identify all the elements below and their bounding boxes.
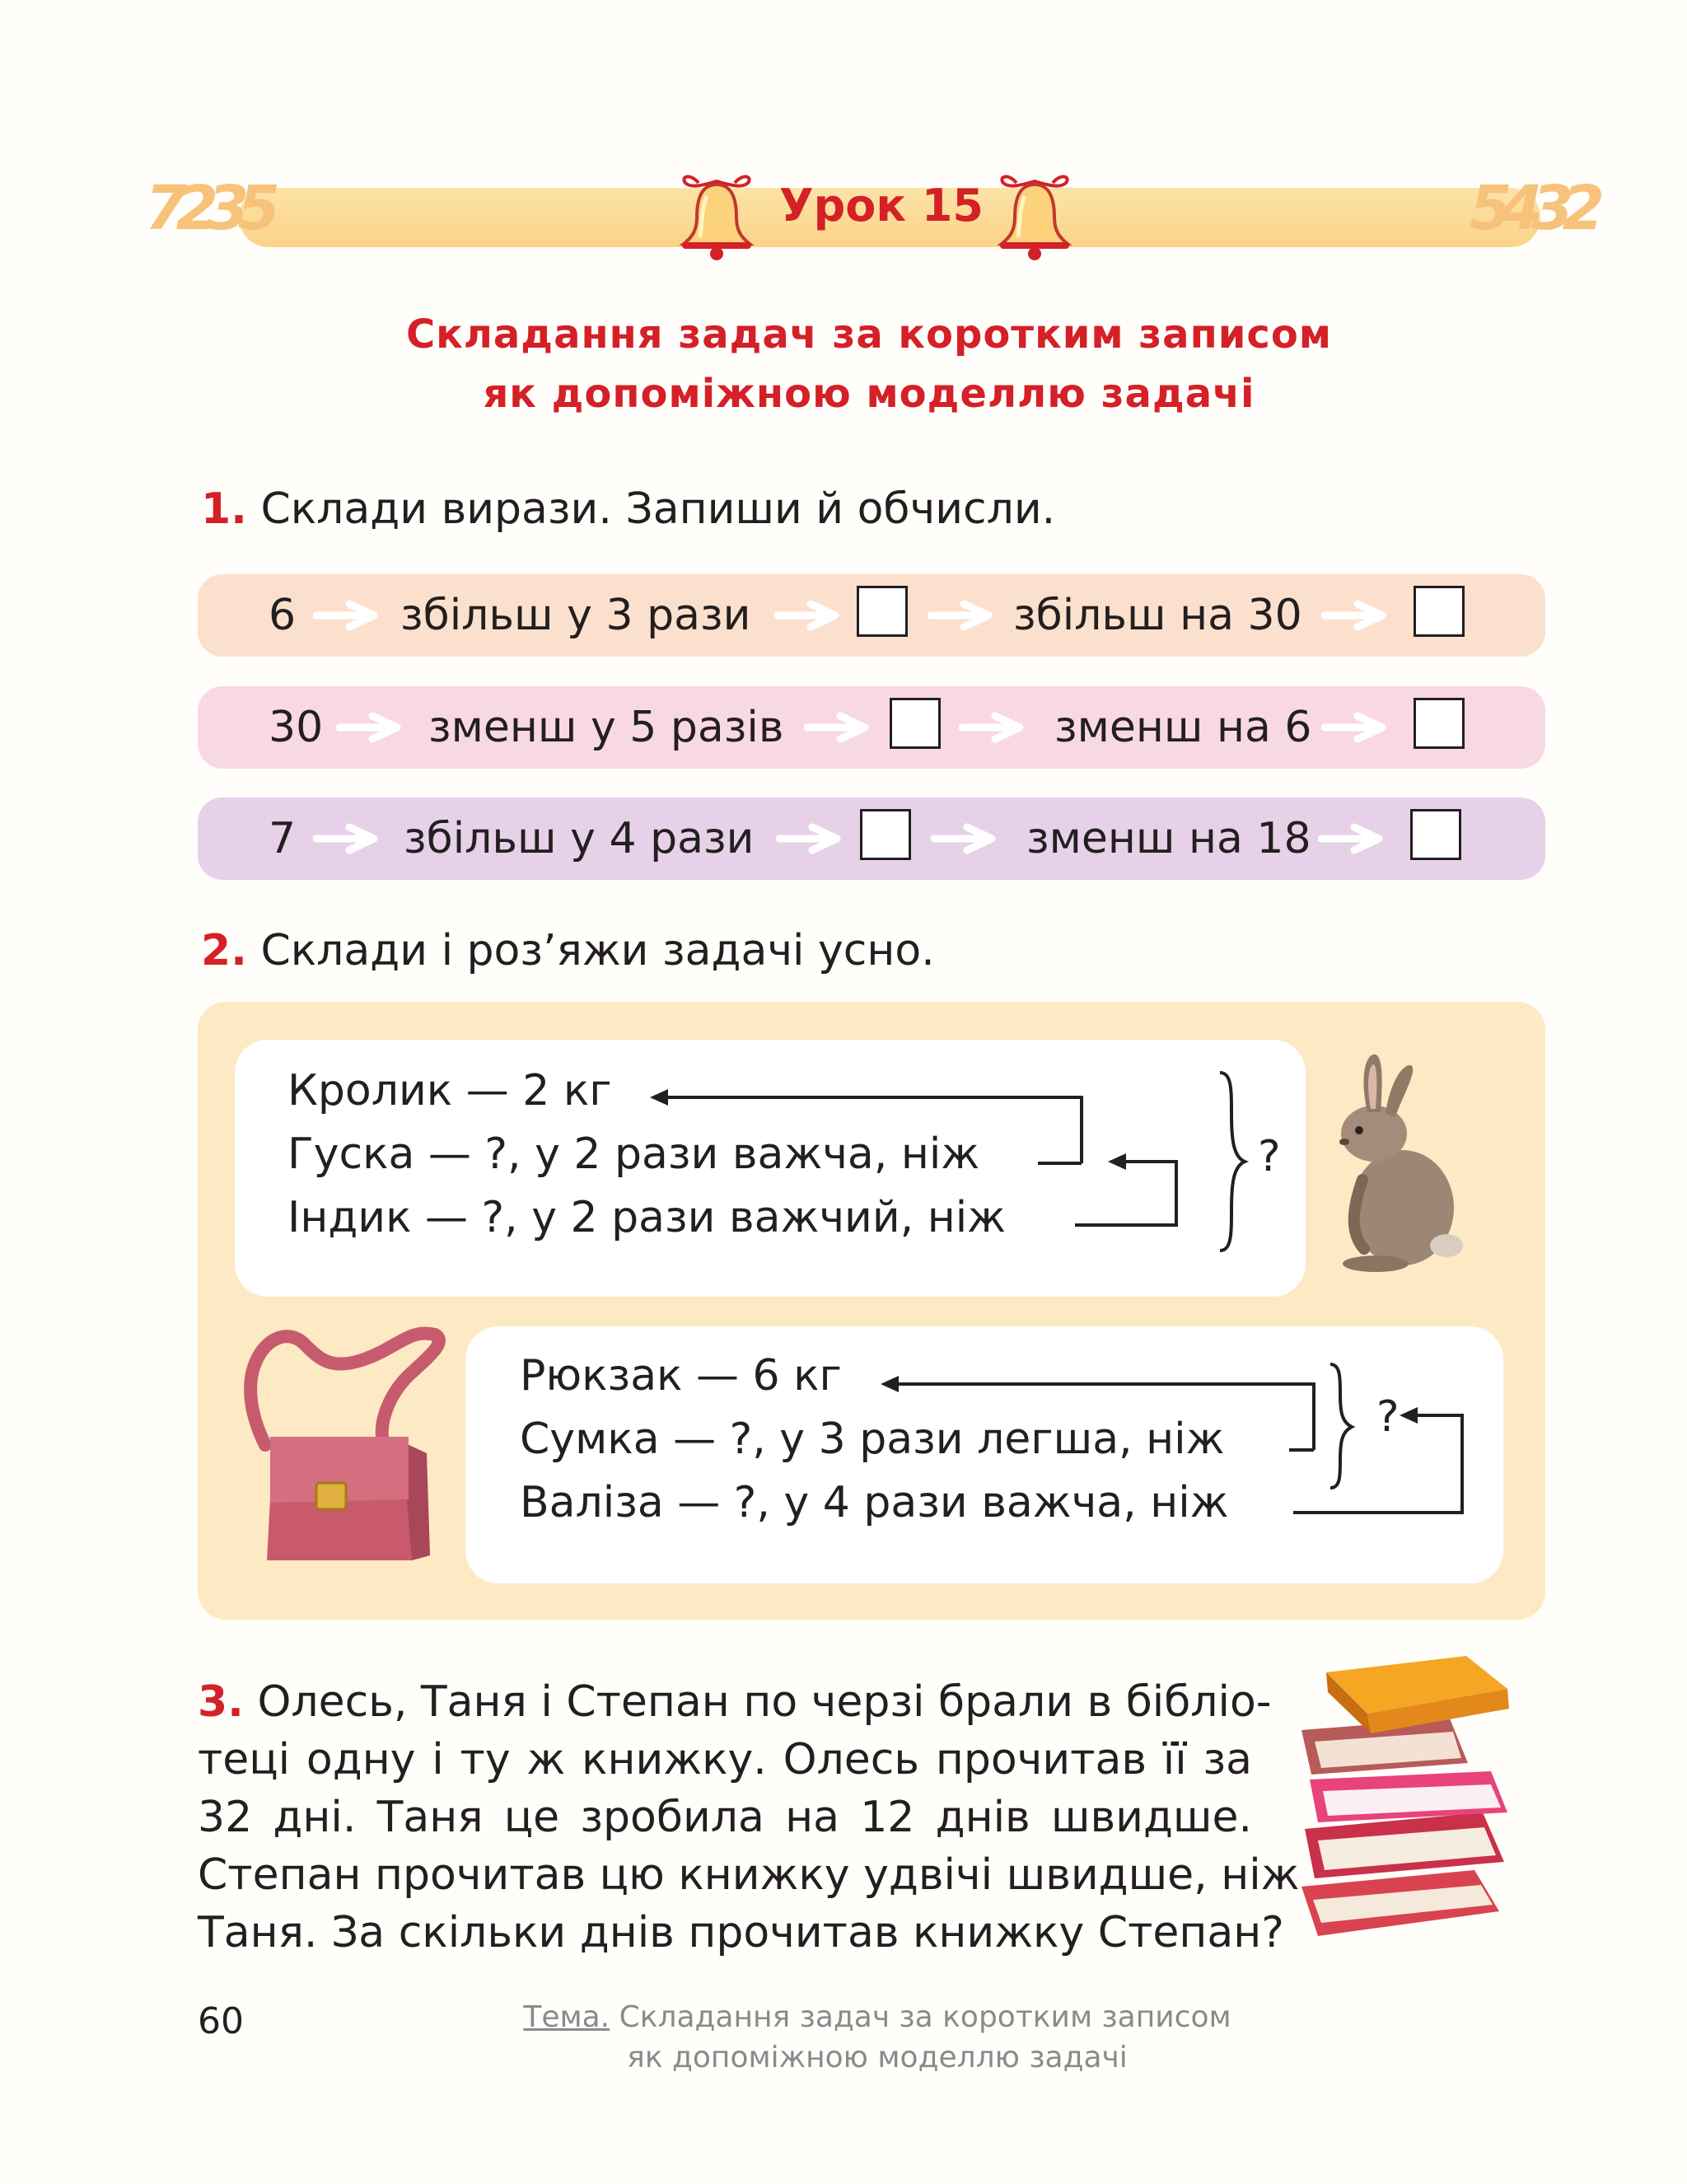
relation-arrows	[465, 1326, 1503, 1583]
task1-heading	[201, 484, 1055, 534]
decorative-digits-left: 7235	[145, 173, 269, 244]
chain-start-number: 6	[269, 591, 297, 640]
topic-title-line1: Складання задач за коротким записом	[405, 311, 1333, 358]
arrow-right-icon	[1321, 599, 1387, 632]
arrow-right-icon	[928, 599, 993, 632]
footer-topic-text: Складання задач за коротким записом	[619, 2000, 1231, 2034]
footer-topic-line1	[519, 2000, 1236, 2034]
relation-arrows	[235, 1040, 1306, 1297]
page-number: 60	[198, 2000, 244, 2042]
chain-start-number: 30	[269, 703, 324, 752]
arrow-right-icon	[1321, 711, 1387, 744]
task-number: 3.	[198, 1677, 244, 1727]
answer-box[interactable]	[1414, 586, 1465, 637]
task3-text-line: Степан прочитав цю книжку удвічі швидше, ніж	[198, 1850, 1300, 1900]
lesson-title: Урок 15	[779, 180, 984, 231]
problem-line: Гуска — ?, у 2 рази важча, ніж	[287, 1129, 980, 1179]
problem-line: Сумка — ?, у 3 рази легша, ніж	[520, 1415, 1225, 1464]
arrow-right-icon	[804, 711, 870, 744]
books-illustration	[1285, 1639, 1532, 1944]
task-instruction: Склади і розʼяжи задачі усно.	[260, 926, 935, 975]
arrow-right-icon	[776, 822, 842, 855]
problem-line: Кролик — 2 кг	[287, 1066, 612, 1115]
task3-text-line: Таня. За скільки днів прочитав книжку Степан?	[198, 1908, 1284, 1957]
answer-box[interactable]	[857, 586, 908, 637]
chain-operation-2: збільш на 30	[1013, 591, 1302, 640]
answer-box[interactable]	[1414, 698, 1465, 749]
chain-operation-2: зменш на 18	[1026, 814, 1311, 863]
answer-box[interactable]	[1410, 809, 1461, 860]
arrow-right-icon	[959, 711, 1025, 744]
answer-box[interactable]	[890, 698, 941, 749]
question-mark: ?	[1376, 1392, 1400, 1442]
task3-text-line: теці одну і ту ж книжку. Олесь прочитав її за	[198, 1735, 1252, 1784]
footer-topic-label: Тема.	[523, 2000, 610, 2034]
problem-line: Рюкзак — 6 кг	[520, 1351, 842, 1401]
decorative-digits-right: 5432	[1470, 173, 1593, 244]
arrow-right-icon	[931, 822, 997, 855]
arrow-right-icon	[774, 599, 840, 632]
topic-title-line2: як допоміжною моделлю задачі	[483, 371, 1255, 417]
problem-line: Індик — ?, у 2 рази важчий, ніж	[287, 1193, 1006, 1242]
task-number: 2.	[201, 926, 247, 975]
bell-icon	[993, 171, 1076, 262]
task2-heading	[201, 926, 935, 975]
footer-topic-line2: як допоміжною моделлю задачі	[627, 2041, 1128, 2074]
chain-operation-1: зменш у 5 разів	[428, 703, 784, 752]
task3-line-1: Олесь, Таня і Степан по черзі брали в бібліо-	[257, 1677, 1272, 1727]
problem-card-1	[235, 1040, 1306, 1297]
problem-card-2	[465, 1326, 1503, 1583]
bag-illustration	[241, 1313, 446, 1577]
arrow-right-icon	[313, 822, 379, 855]
chain-operation-2: зменш на 6	[1054, 703, 1312, 752]
task3-text-line: 32 дні. Таня це зробила на 12 днів швидше.	[198, 1793, 1252, 1842]
bell-icon	[675, 171, 758, 262]
rabbit-illustration	[1316, 1051, 1473, 1275]
task3-text-line	[198, 1677, 1272, 1727]
arrow-right-icon	[336, 711, 402, 744]
answer-box[interactable]	[860, 809, 911, 860]
chain-operation-1: збільш у 3 рази	[400, 591, 751, 640]
question-mark: ?	[1258, 1132, 1281, 1181]
problem-line: Валіза — ?, у 4 рази важча, ніж	[520, 1478, 1229, 1527]
arrow-right-icon	[1318, 822, 1384, 855]
arrow-right-icon	[313, 599, 379, 632]
expression-chain	[198, 797, 1545, 880]
chain-operation-1: збільш у 4 рази	[404, 814, 755, 863]
task-number: 1.	[201, 484, 247, 534]
expression-chain	[198, 686, 1545, 769]
chain-start-number: 7	[269, 814, 297, 863]
task-instruction: Склади вирази. Запиши й обчисли.	[260, 484, 1056, 534]
expression-chain	[198, 574, 1545, 657]
